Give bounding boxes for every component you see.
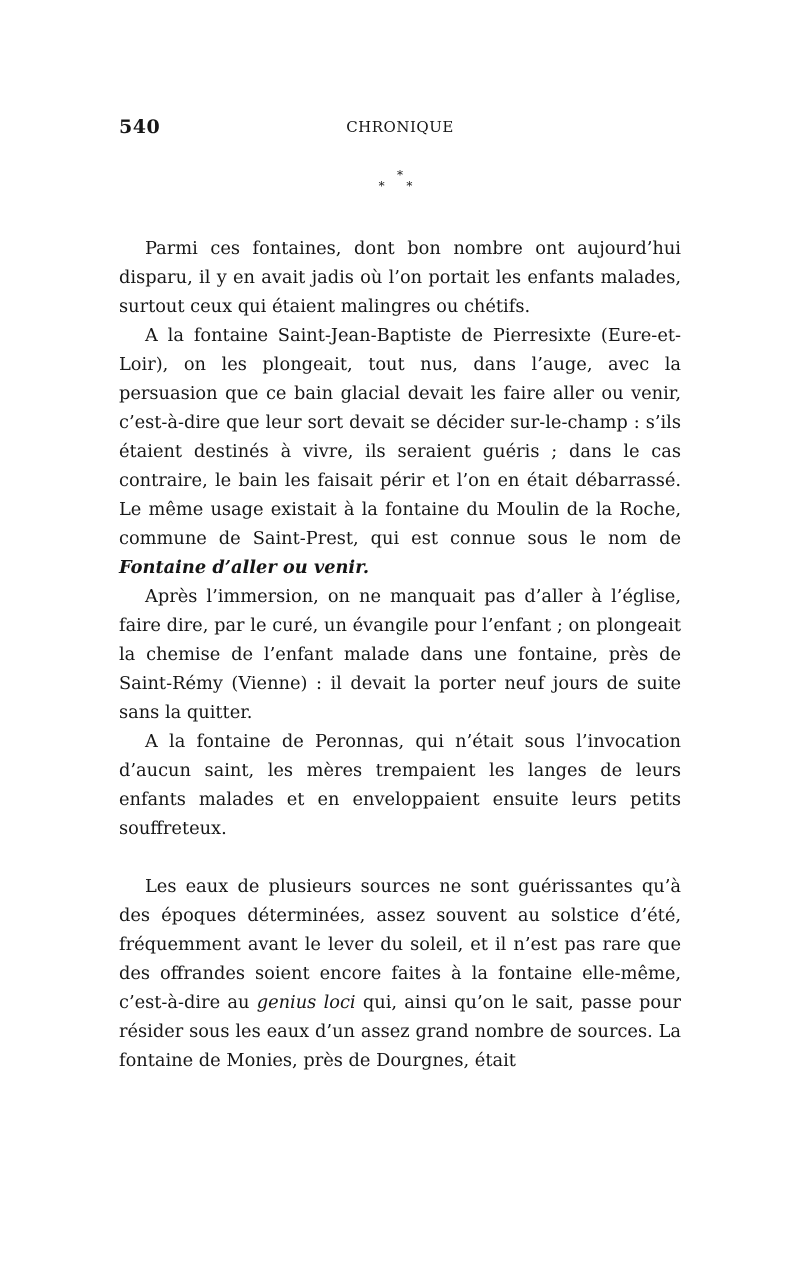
asterism-bottom: * * <box>378 179 422 193</box>
paragraph-children-fountains: Parmi ces fontaines, dont bon nombre ont aujourd’hui disparu, il y en avait jadis où l’on portait les enfants malades, surtout ceux qui étaient malingres ou chétifs. <box>119 238 681 317</box>
body-text <box>119 234 681 1075</box>
fountain-name-italic: Fontaine d’aller ou venir. <box>119 557 370 578</box>
running-title: CHRONIQUE <box>346 118 454 136</box>
paragraph-healing-waters-text-a: Les eaux de plusieurs sources ne sont guérissantes qu’à des époques déterminées, assez souvent au solstice d’été, fréquemment avant le lever du soleil, et il n’est pas rare que des offrandes soient encore faites à la fontaine elle-même, c’est-à-dire au <box>119 876 681 1013</box>
page-number: 540 <box>119 116 161 138</box>
section-gap <box>119 843 681 872</box>
paragraph-peronnas: A la fontaine de Peronnas, qui n’était sous l’invocation d’aucun saint, les mères trempaient les langes de leurs enfants malades et en enveloppaient ensuite leurs petits souffreteux. <box>119 731 681 839</box>
paragraph-immersion: Après l’immersion, on ne manquait pas d’aller à l’église, faire dire, par le curé, un évangile pour l’enfant ; on plongeait la chemise de l’enfant malade dans une fontaine, près de Saint-Rémy (Vienne) : il devait la porter neuf jours de suite sans la quitter. <box>119 586 681 723</box>
latin-phrase: genius loci <box>256 992 356 1013</box>
paragraph-pierresixte-text: A la fontaine Saint-Jean-Baptiste de Pierresixte (Eure-et-Loir), on les plongeait, tout nus, dans l’auge, avec la persuasion que ce bain glacial devait les faire aller ou venir, c’est-à-dire que leur sort devait se décider sur-le-champ : s’ils étaient destinés à vivre, ils seraient guéris ; dans le cas contraire, le bain les faisait périr et l’on en était débarrassé. Le même usage existait à la fontaine du Moulin de la Roche, commune de Saint-Prest, qui est connue sous le nom de <box>119 325 681 549</box>
asterism-top: * <box>397 168 403 182</box>
paragraph-healing-waters <box>119 872 681 1075</box>
paragraph-healing-waters-text-b: qui, ainsi qu’on le sait, passe pour résider sous les eaux d’un assez grand nombre de sources. La fontaine de Monies, près de Dourgnes, était <box>119 992 681 1071</box>
paragraph-pierresixte <box>119 321 681 582</box>
section-asterism <box>360 170 440 192</box>
